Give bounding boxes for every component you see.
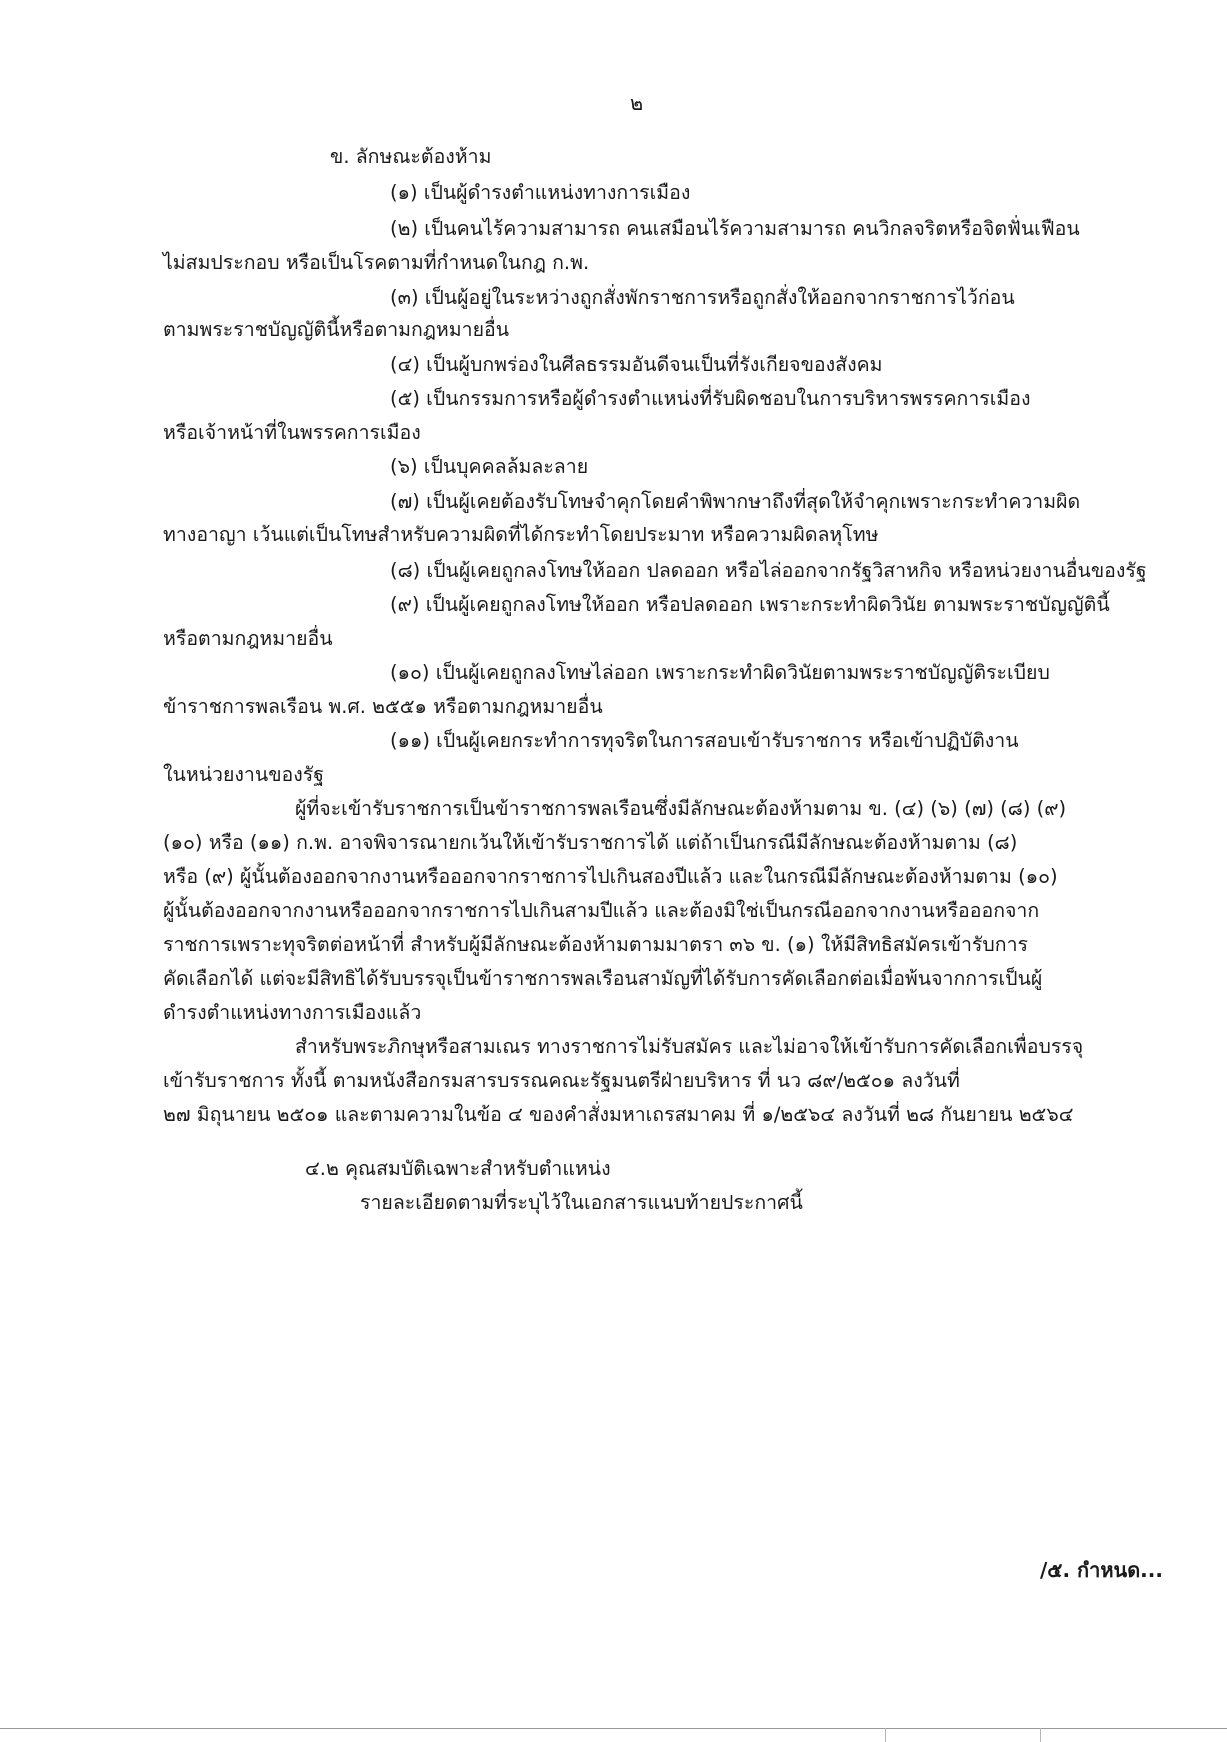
para2-line-1: สำหรับพระภิกษุหรือสามเณร ทางราชการไม่รับสมัคร และไม่อาจให้เข้ารับการคัดเลือกเพื่อบรรจุ: [295, 1035, 1084, 1058]
sub-detail: รายละเอียดตามที่ระบุไว้ในเอกสารแนบท้ายประกาศนี้: [360, 1191, 803, 1214]
para1-line-3: หรือ (๙) ผู้นั้นต้องออกจากงานหรือออกจากราชการไปเกินสองปีแล้ว และในกรณีมีลักษณะต้องห้ามตาม (๑๐): [163, 865, 1058, 888]
item-6: (๖) เป็นบุคคลล้มละลาย: [390, 455, 589, 478]
bottom-tick: [885, 1728, 886, 1742]
item-3-line-2: ตามพระราชบัญญัตินี้หรือตามกฎหมายอื่น: [163, 318, 510, 341]
para1-line-1: ผู้ที่จะเข้ารับราชการเป็นข้าราชการพลเรือนซึ่งมีลักษณะต้องห้ามตาม ข. (๔) (๖) (๗) (๘) (๙): [295, 797, 1067, 820]
item-10-line-2: ข้าราชการพลเรือน พ.ศ. ๒๕๕๑ หรือตามกฎหมายอื่น: [163, 695, 603, 718]
item-8: (๘) เป็นผู้เคยถูกลงโทษให้ออก ปลดออก หรือไล่ออกจากรัฐวิสาหกิจ หรือหน่วยงานอื่นของรัฐ: [390, 559, 1147, 582]
item-5-line-1: (๕) เป็นกรรมการหรือผู้ดำรงตำแหน่งที่รับผิดชอบในการบริหารพรรคการเมือง: [390, 387, 1031, 410]
item-10-line-1: (๑๐) เป็นผู้เคยถูกลงโทษไล่ออก เพราะกระทำผิดวินัยตามพระราชบัญญัติระเบียบ: [390, 661, 1050, 684]
sub-heading: ๔.๒ คุณสมบัติเฉพาะสำหรับตำแหน่ง: [305, 1157, 611, 1180]
item-3-line-1: (๓) เป็นผู้อยู่ในระหว่างถูกสั่งพักราชการหรือถูกสั่งให้ออกจากราชการไว้ก่อน: [390, 286, 1015, 309]
para1-line-6: คัดเลือกได้ แต่จะมีสิทธิได้รับบรรจุเป็นข้าราชการพลเรือนสามัญที่ได้รับการคัดเลือกต่อเมื่อพ้นจากการเป็นผู้: [163, 967, 1043, 990]
item-4: (๔) เป็นผู้บกพร่องในศีลธรรมอันดีจนเป็นที่รังเกียจของสังคม: [390, 353, 883, 376]
para2-line-2: เข้ารับราชการ ทั้งนี้ ตามหนังสือกรมสารบรรณคณะรัฐมนตรีฝ่ายบริหาร ที่ นว ๘๙/๒๕๐๑ ลงวันที่: [163, 1069, 960, 1092]
item-7-line-2: ทางอาญา เว้นแต่เป็นโทษสำหรับความผิดที่ได้กระทำโดยประมาท หรือความผิดลหุโทษ: [163, 523, 879, 546]
item-5-line-2: หรือเจ้าหน้าที่ในพรรคการเมือง: [163, 421, 421, 444]
page-number: ๒: [630, 91, 644, 115]
item-2-line-1: (๒) เป็นคนไร้ความสามารถ คนเสมือนไร้ความสามารถ คนวิกลจริตหรือจิตฟั่นเฟือน: [390, 217, 1080, 240]
item-2-line-2: ไม่สมประกอบ หรือเป็นโรคตามที่กำหนดในกฎ ก.พ.: [163, 251, 590, 274]
para2-line-3: ๒๗ มิถุนายน ๒๕๐๑ และตามความในข้อ ๔ ของคำสั่งมหาเถรสมาคม ที่ ๑/๒๕๖๔ ลงวันที่ ๒๘ กันยายน ๒๕๖๔: [163, 1103, 1074, 1126]
para1-line-4: ผู้นั้นต้องออกจากงานหรือออกจากราชการไปเกินสามปีแล้ว และต้องมิใช่เป็นกรณีออกจากงานหรือออกจาก: [163, 899, 1040, 922]
item-1: (๑) เป็นผู้ดำรงตำแหน่งทางการเมือง: [390, 181, 691, 204]
item-11-line-2: ในหน่วยงานของรัฐ: [163, 763, 325, 786]
section-heading: ข. ลักษณะต้องห้าม: [330, 145, 492, 168]
item-7-line-1: (๗) เป็นผู้เคยต้องรับโทษจำคุกโดยคำพิพากษาถึงที่สุดให้จำคุกเพราะกระทำความผิด: [390, 490, 1081, 513]
item-9-line-1: (๙) เป็นผู้เคยถูกลงโทษให้ออก หรือปลดออก เพราะกระทำผิดวินัย ตามพระราชบัญญัตินี้: [390, 593, 1110, 616]
item-9-line-2: หรือตามกฎหมายอื่น: [163, 627, 333, 650]
bottom-divider: [0, 1728, 1227, 1729]
para1-line-7: ดำรงตำแหน่งทางการเมืองแล้ว: [163, 1001, 422, 1024]
para1-line-5: ราชการเพราะทุจริตต่อหน้าที่ สำหรับผู้มีลักษณะต้องห้ามตามมาตรา ๓๖ ข. (๑) ให้มีสิทธิสมัครเข้ารับการ: [163, 933, 1029, 956]
next-page-reference: /๕. กำหนด...: [1040, 1558, 1163, 1582]
bottom-tick: [1040, 1728, 1041, 1742]
para1-line-2: (๑๐) หรือ (๑๑) ก.พ. อาจพิจารณายกเว้นให้เข้ารับราชการได้ แต่ถ้าเป็นกรณีมีลักษณะต้องห้ามตาม (๘): [163, 831, 1018, 854]
item-11-line-1: (๑๑) เป็นผู้เคยกระทำการทุจริตในการสอบเข้ารับราชการ หรือเข้าปฏิบัติงาน: [390, 729, 1019, 752]
